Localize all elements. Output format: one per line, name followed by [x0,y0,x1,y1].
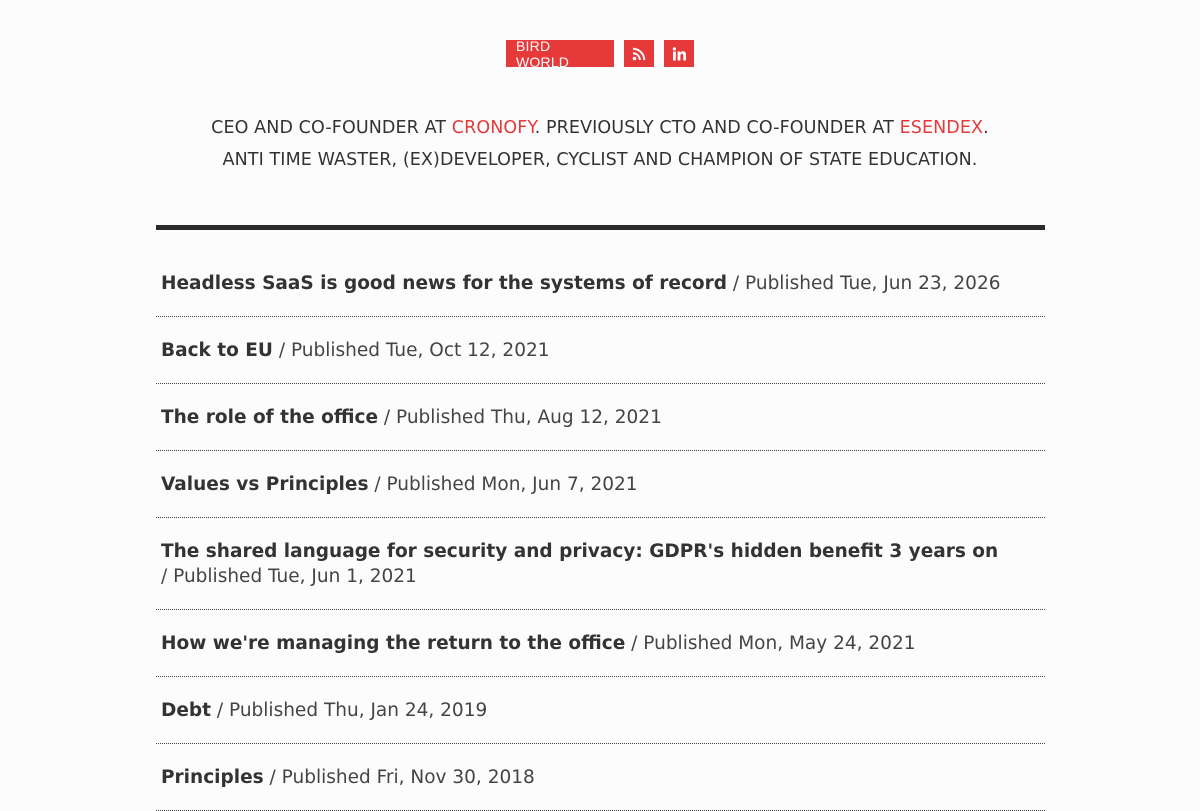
post-item [156,317,1045,384]
rss-button[interactable] [624,40,654,67]
post-item [156,250,1045,317]
post-title-link[interactable]: Debt [161,700,211,721]
linkedin-icon [672,47,687,61]
post-date: / Published Tue, Oct 12, 2021 [272,340,550,361]
post-title-link[interactable]: Back to EU [161,340,273,361]
bio-line-2: ANTI TIME WASTER, (EX)DEVELOPER, CYCLIST AND CHAMPION OF STATE EDUCATION. [222,150,978,170]
esendex-link[interactable]: ESENDEX [899,118,984,138]
linkedin-button[interactable] [664,40,694,67]
post-date: / Published Tue, Jun 1, 2021 [161,566,417,587]
site-title-button[interactable]: BIRD WORLD [506,40,614,67]
post-item [156,451,1045,518]
bio-line-1: CEO AND CO-FOUNDER AT CRONOFY. PREVIOUSLY CTO AND CO-FOUNDER AT ESENDEX. [211,118,989,138]
post-title-link[interactable]: The shared language for security and privacy: GDPR's hidden benefit 3 years on [161,541,999,562]
post-title-link[interactable]: Headless SaaS is good news for the systems of record [161,273,728,294]
post-title-link[interactable]: How we're managing the return to the office [161,633,626,654]
post-date: / Published Fri, Nov 30, 2018 [263,767,535,788]
top-nav [0,37,1200,70]
post-item [156,677,1045,744]
post-title-link[interactable]: Principles [161,767,264,788]
post-item [156,384,1045,451]
post-list [156,250,1045,811]
post-title-link[interactable]: The role of the office [161,407,378,428]
post-item [156,744,1045,811]
author-bio [0,112,1200,176]
post-date: / Published Tue, Jun 23, 2026 [727,273,1001,294]
post-date: / Published Mon, May 24, 2021 [625,633,916,654]
site-header [0,0,1200,200]
rss-icon [632,47,646,61]
post-title-link[interactable]: Values vs Principles [161,474,369,495]
post-date: / Published Mon, Jun 7, 2021 [368,474,638,495]
post-item [156,518,1045,610]
post-date: / Published Thu, Jan 24, 2019 [211,700,488,721]
header-divider [156,225,1045,230]
post-date: / Published Thu, Aug 12, 2021 [378,407,662,428]
post-item [156,610,1045,677]
cronofy-link[interactable]: CRONOFY [451,118,535,138]
